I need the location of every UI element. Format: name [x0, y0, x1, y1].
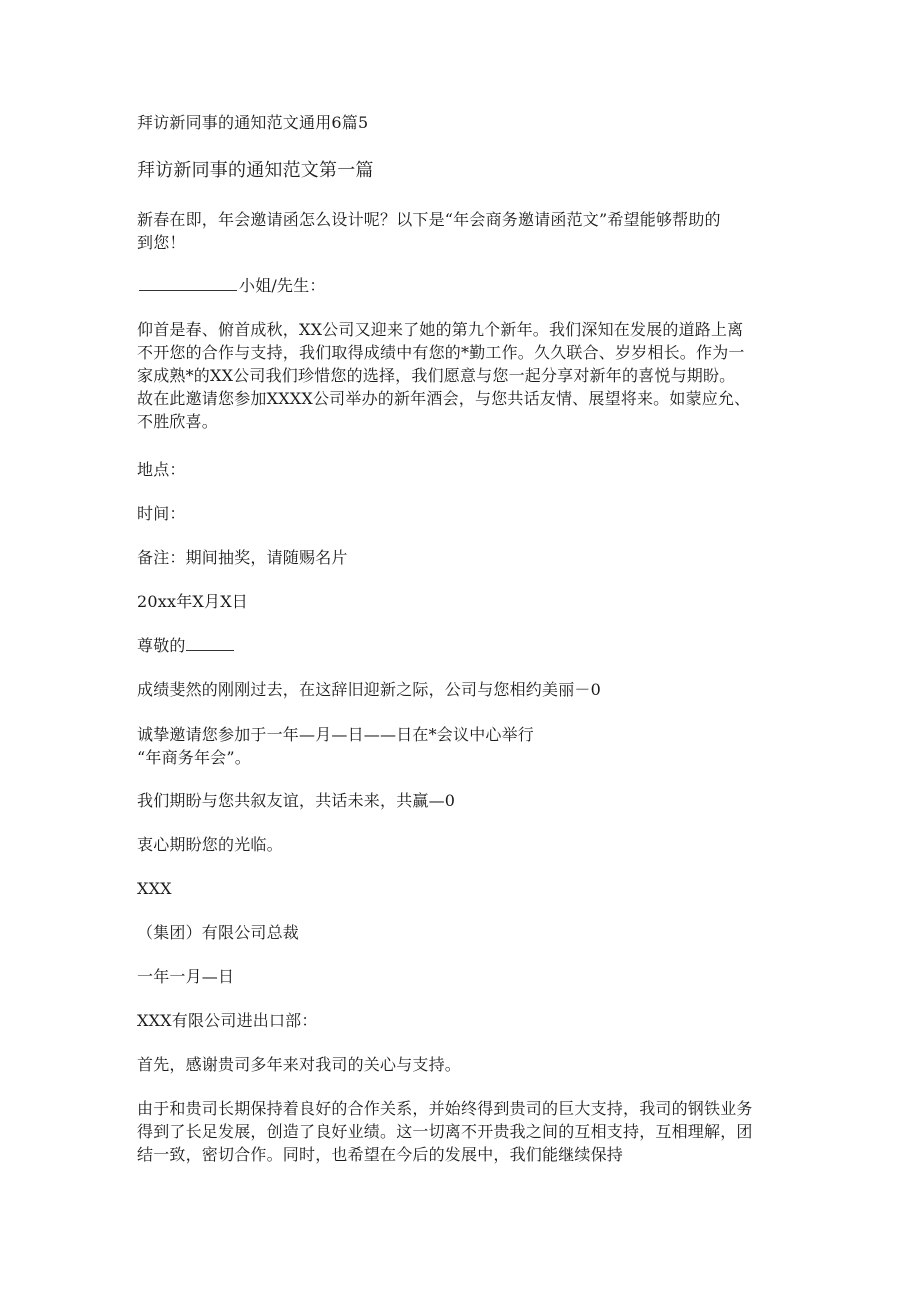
letter3-line: 结一致，密切合作。同时，也希望在今后的发展中，我们能继续保持	[137, 1145, 624, 1164]
intro-line: 新春在即，年会邀请函怎么设计呢？以下是“年会商务邀请函范文”希望能够帮助的	[137, 210, 721, 229]
intro-paragraph	[137, 208, 787, 254]
invite-line: “年商务年会”。	[137, 748, 251, 767]
intro-line: 到您！	[137, 233, 186, 252]
respect-prefix: 尊敬的	[137, 636, 186, 655]
time-label: 时间：	[137, 504, 186, 523]
letter3-line: 得到了长足发展，创造了良好业绩。这一切离不开贵我之间的互相支持，互相理解，团	[137, 1122, 753, 1141]
letter3-line: 由于和贵司长期保持着良好的合作关系，并始终得到贵司的巨大支持，我司的钢铁业务	[137, 1099, 753, 1118]
salutation-suffix: 小姐/先生：	[239, 276, 326, 295]
body-line: 不开您的合作与支持，我们取得成绩中有您的*勤工作。久久联合、岁岁相长。作为一	[137, 343, 745, 362]
location-label: 地点：	[137, 460, 186, 479]
signature-title: （集团）有限公司总裁	[137, 923, 300, 942]
letter3-addressee: XXX有限公司进出口部：	[137, 1011, 318, 1030]
letter2-closing: 衷心期盼您的光临。	[137, 835, 283, 854]
letter2-hope: 我们期盼与您共叙友谊，共话未来，共赢—0	[137, 791, 456, 810]
name-blank	[139, 275, 237, 291]
signature-date: 一年一月—日	[137, 967, 235, 986]
body-line: 仰首是春、俯首成秋，XX公司又迎来了她的第九个新年。我们深知在发展的道路上离	[137, 320, 744, 339]
respect-line	[137, 635, 236, 657]
signature-name: XXX	[137, 879, 172, 898]
salutation	[139, 275, 326, 297]
invite-line: 诚挚邀请您参加于一年—月—日——日在*会议中心举行	[137, 725, 535, 744]
recipient-blank	[186, 635, 234, 651]
letter3-body	[137, 1097, 787, 1166]
letter2-line1: 成绩斐然的刚刚过去，在这辞旧迎新之际，公司与您相约美丽－0	[137, 680, 601, 699]
letter2-invite	[137, 723, 787, 769]
body-line: 故在此邀请您参加XXXX公司举办的新年酒会，与您共话友情、展望将来。如蒙应允、	[137, 389, 751, 408]
body-line: 不胜欣喜。	[137, 412, 219, 431]
note-line: 备注：期间抽奖，请随赐名片	[137, 548, 348, 567]
document-title: 拜访新同事的通知范文通用6篇5	[137, 113, 369, 132]
date-line: 20xx年X月X日	[137, 592, 248, 611]
body-line: 家成熟*的XX公司我们珍惜您的选择，我们愿意与您一起分享对新年的喜悦与期盼。	[137, 366, 736, 385]
section-heading: 拜访新同事的通知范文第一篇	[137, 160, 374, 181]
letter3-thanks: 首先，感谢贵司多年来对我司的关心与支持。	[137, 1055, 462, 1074]
body-paragraph	[137, 318, 787, 433]
